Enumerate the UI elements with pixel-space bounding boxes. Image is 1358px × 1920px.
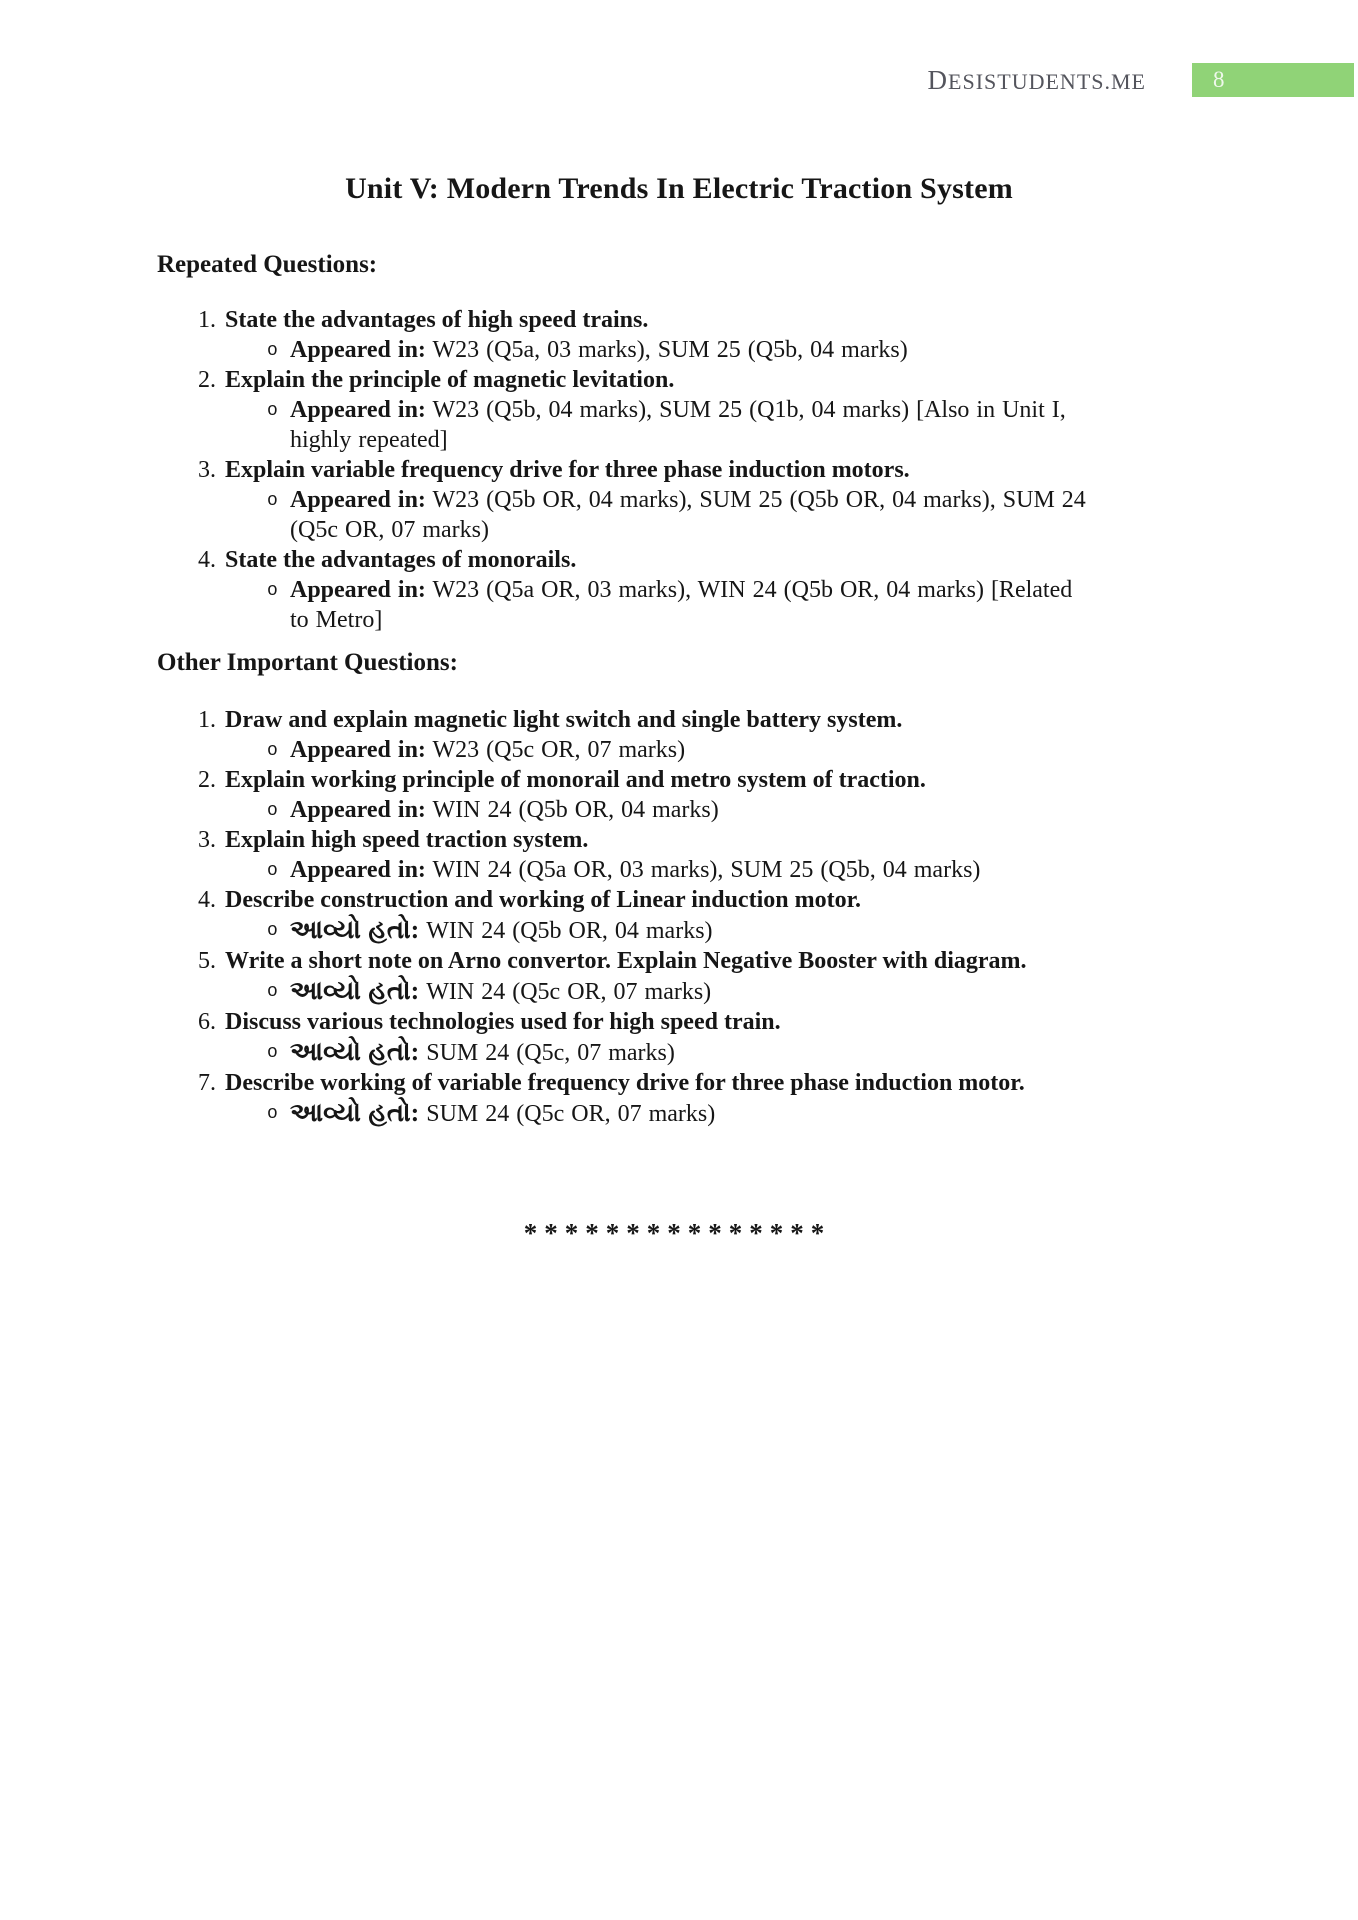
appearance-line <box>225 976 1097 1007</box>
question-item <box>157 825 1198 885</box>
appearance-line <box>225 1037 1097 1068</box>
circle-bullet-icon: o <box>267 401 278 421</box>
appeared-label: Appeared in: <box>290 797 426 823</box>
circle-bullet-icon: o <box>267 801 278 821</box>
appearance-detail: SUM 24 (Q5c, 07 marks) <box>419 1040 675 1066</box>
question-item <box>157 885 1198 946</box>
end-separator: *************** <box>523 1218 832 1248</box>
circle-bullet-icon: o <box>267 741 278 761</box>
circle-bullet-icon: o <box>267 491 278 511</box>
appeared-label: Appeared in: <box>290 487 426 513</box>
question-text: State the advantages of high speed trains. <box>225 307 649 333</box>
question-text: Explain working principle of monorail and metro system of traction. <box>225 767 926 793</box>
question-item <box>157 305 1198 365</box>
appeared-label-gujarati: આવ્યો હતો: <box>290 915 420 944</box>
appeared-label: Appeared in: <box>290 857 426 883</box>
repeated-questions-list <box>157 305 1198 635</box>
appeared-label: Appeared in: <box>290 577 426 603</box>
appearance-detail: W23 (Q5c OR, 07 marks) <box>425 737 686 763</box>
appearance-detail: W23 (Q5a, 03 marks), SUM 25 (Q5b, 04 marks) <box>425 337 908 363</box>
question-text: Explain variable frequency drive for three phase induction motors. <box>225 457 910 483</box>
circle-bullet-icon: o <box>267 581 278 601</box>
question-text: Describe working of variable frequency drive for three phase induction motor. <box>225 1070 1025 1096</box>
circle-bullet-icon: o <box>267 861 278 881</box>
question-item <box>157 365 1198 455</box>
page-number-badge: 8 <box>1192 63 1354 97</box>
question-item <box>157 946 1198 1007</box>
question-text: State the advantages of monorails. <box>225 547 577 573</box>
appearance-detail: W23 (Q5a OR, 03 marks), WIN 24 (Q5b OR, 04 marks) [Related to Metro] <box>290 577 1073 633</box>
appeared-label: Appeared in: <box>290 737 426 763</box>
appearance-detail: WIN 24 (Q5c OR, 07 marks) <box>419 979 712 1005</box>
appearance-detail: WIN 24 (Q5a OR, 03 marks), SUM 25 (Q5b, 04 marks) <box>425 857 981 883</box>
appeared-label-gujarati: આવ્યો હતો: <box>290 976 420 1005</box>
appearance-detail: WIN 24 (Q5b OR, 04 marks) <box>419 918 713 944</box>
appearance-detail: WIN 24 (Q5b OR, 04 marks) <box>425 797 719 823</box>
appearance-detail: W23 (Q5b OR, 04 marks), SUM 25 (Q5b OR, 04 marks), SUM 24 (Q5c OR, 07 marks) <box>290 487 1086 543</box>
appeared-label: Appeared in: <box>290 397 426 423</box>
appearance-line <box>225 855 1097 885</box>
question-item <box>157 765 1198 825</box>
appearance-line <box>225 575 1097 635</box>
unit-title: Unit V: Modern Trends In Electric Traction System <box>345 172 1013 205</box>
circle-bullet-icon: o <box>267 921 278 941</box>
question-text: Explain high speed traction system. <box>225 827 589 853</box>
question-item <box>157 1007 1198 1068</box>
section-heading-other-important-questions: Other Important Questions: <box>157 649 458 676</box>
appeared-label-gujarati: આવ્યો હતો: <box>290 1098 420 1127</box>
question-item <box>157 545 1198 635</box>
question-text: Describe construction and working of Linear induction motor. <box>225 887 862 913</box>
question-text: Discuss various technologies used for high speed train. <box>225 1009 781 1035</box>
page-header <box>928 63 1354 97</box>
appeared-label: Appeared in: <box>290 337 426 363</box>
section-heading-repeated-questions: Repeated Questions: <box>157 251 378 278</box>
circle-bullet-icon: o <box>267 1104 278 1124</box>
question-text: Write a short note on Arno convertor. Explain Negative Booster with diagram. <box>225 948 1027 974</box>
other-important-questions-list <box>157 705 1198 1129</box>
question-item <box>157 455 1198 545</box>
document-body <box>157 250 1198 1249</box>
appearance-line <box>225 915 1097 946</box>
question-item <box>157 1068 1198 1129</box>
appearance-detail: W23 (Q5b, 04 marks), SUM 25 (Q1b, 04 marks) [Also in Unit I, highly repeated] <box>290 397 1066 453</box>
appearance-line <box>225 735 1097 765</box>
appearance-line <box>225 795 1097 825</box>
site-name: DESISTUDENTS.ME <box>927 64 1146 95</box>
question-item <box>157 705 1198 765</box>
appeared-label-gujarati: આવ્યો હતો: <box>290 1037 420 1066</box>
question-text: Explain the principle of magnetic levitation. <box>225 367 675 393</box>
circle-bullet-icon: o <box>267 1043 278 1063</box>
appearance-line <box>225 395 1097 455</box>
appearance-line <box>225 335 1097 365</box>
question-text: Draw and explain magnetic light switch and single battery system. <box>225 707 903 733</box>
appearance-line <box>225 1098 1097 1129</box>
circle-bullet-icon: o <box>267 341 278 361</box>
appearance-line <box>225 485 1097 545</box>
appearance-detail: SUM 24 (Q5c OR, 07 marks) <box>419 1101 716 1127</box>
circle-bullet-icon: o <box>267 982 278 1002</box>
